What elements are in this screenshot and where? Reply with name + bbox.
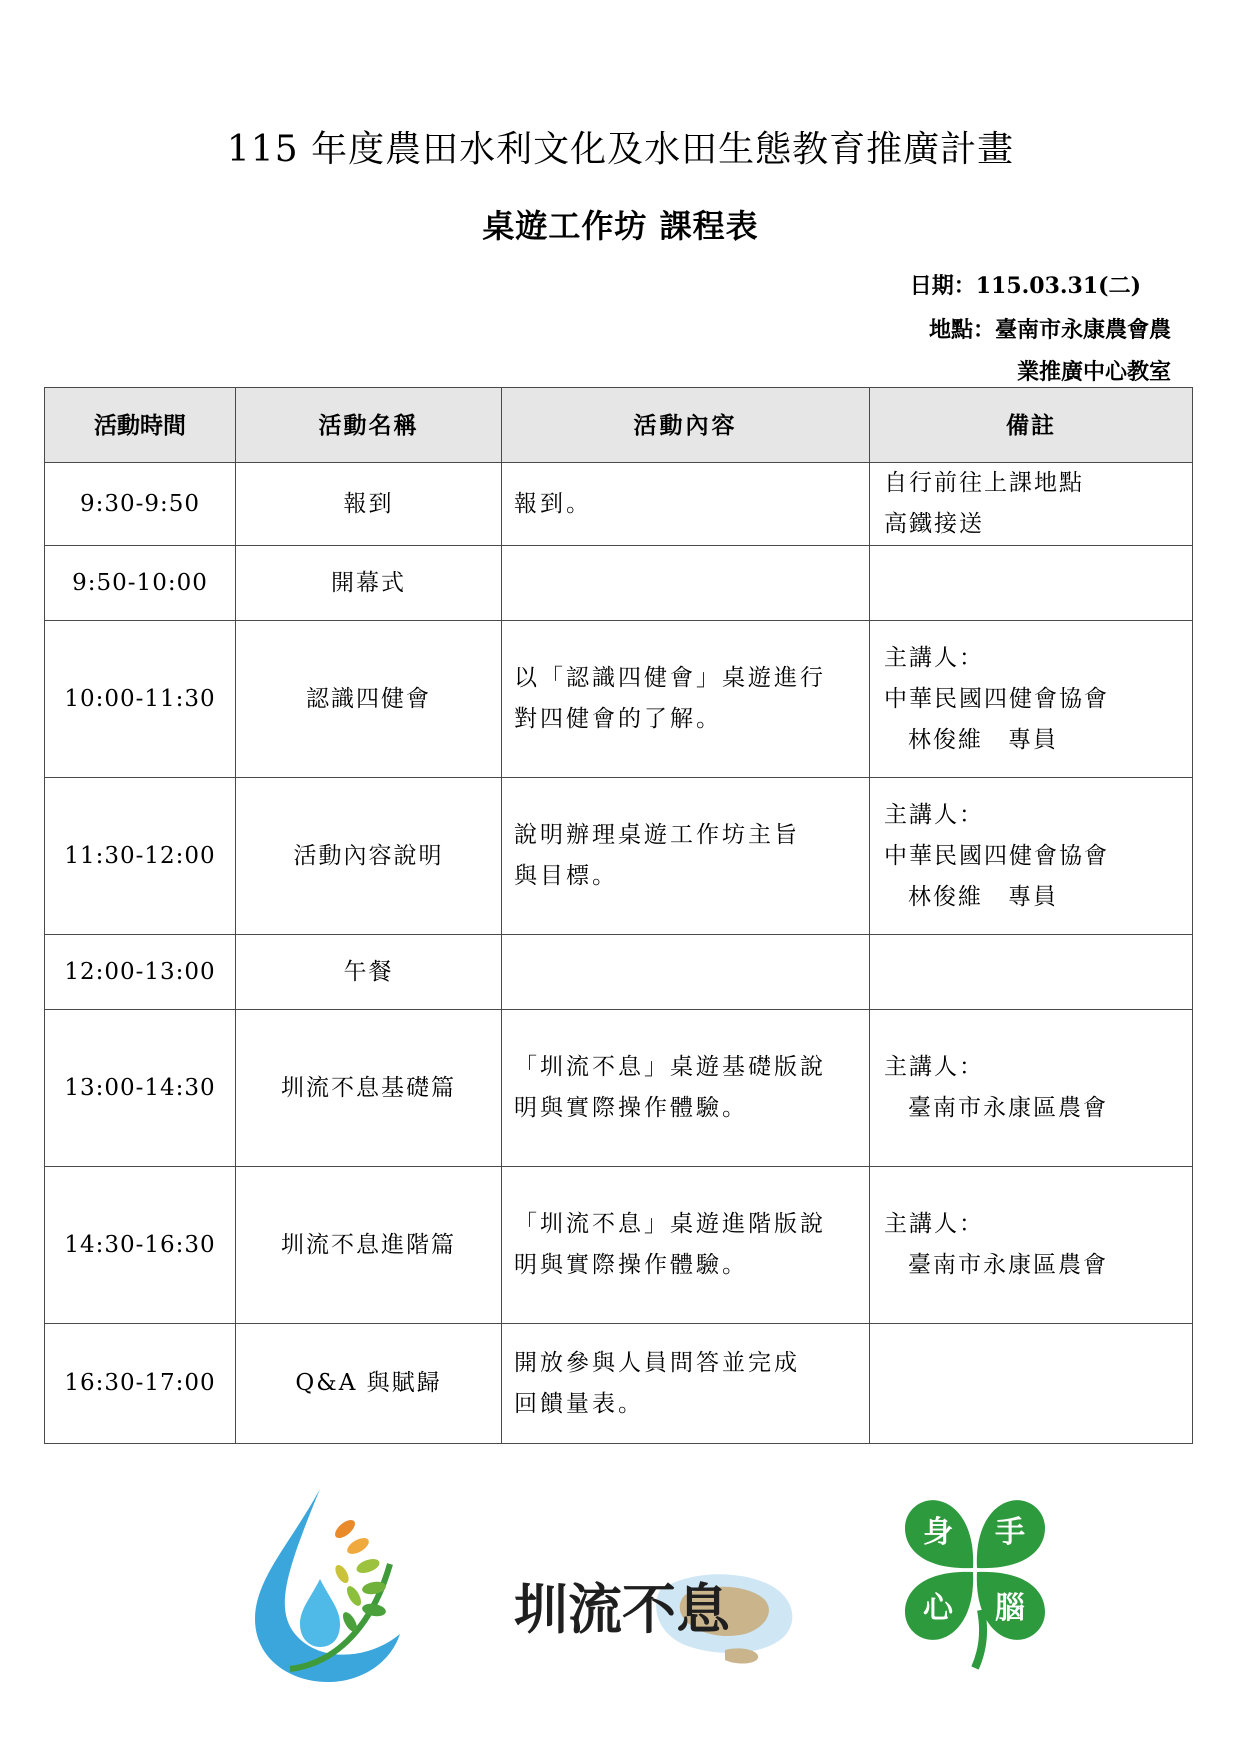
row-note	[870, 546, 1193, 621]
note-line: 自行前往上課地點	[884, 470, 1084, 496]
row-time: 9:50-10:00	[45, 546, 236, 621]
content-line: 說明辦理桌遊工作坊主旨	[514, 822, 800, 848]
table-row	[45, 778, 1193, 935]
row-time: 14:30-16:30	[45, 1167, 236, 1324]
clover-word-heart: 心	[923, 1591, 953, 1626]
note-line: 林俊維 專員	[908, 726, 1058, 753]
row-note	[870, 621, 1193, 778]
note-line: 林俊維 專員	[908, 883, 1058, 910]
table-row	[45, 1324, 1193, 1444]
row-note	[870, 463, 1193, 546]
row-time: 12:00-13:00	[45, 935, 236, 1010]
content-line: 報到。	[514, 490, 592, 517]
row-note	[870, 1167, 1193, 1324]
document-title: 115 年度農田水利文化及水田生態教育推廣計畫	[226, 129, 1015, 170]
row-activity-name: 認識四健會	[236, 621, 502, 778]
note-line: 主講人：	[884, 644, 984, 671]
row-activity-content	[502, 1167, 870, 1324]
table-row	[45, 621, 1193, 778]
content-line: 對四健會的了解。	[514, 706, 722, 732]
schedule-table	[44, 387, 1193, 1444]
row-time: 9:30-9:50	[45, 463, 236, 546]
table-row	[45, 935, 1193, 1010]
header-note: 備註	[870, 388, 1193, 463]
logo-strip	[0, 1480, 1241, 1700]
row-activity-content	[502, 463, 870, 546]
note-line: 臺南市永康區農會	[908, 1252, 1108, 1278]
note-line: 主講人：	[884, 1211, 984, 1237]
note-line: 主講人：	[884, 1054, 984, 1080]
row-activity-name: 報到	[236, 463, 502, 546]
header-name: 活動名稱	[236, 388, 502, 463]
content-line: 明與實際操作體驗。	[514, 1095, 748, 1121]
table-row	[45, 1010, 1193, 1167]
note-line: 高鐵接送	[884, 511, 984, 537]
row-note	[870, 778, 1193, 935]
water-drop-grain-logo	[250, 1484, 410, 1684]
row-activity-name: Q&A 與賦歸	[236, 1324, 502, 1444]
row-time: 10:00-11:30	[45, 621, 236, 778]
content-line: 與目標。	[514, 863, 618, 889]
row-note	[870, 1010, 1193, 1167]
content-line: 回饋量表。	[514, 1390, 644, 1417]
event-location-line2: 業推廣中心教室	[1016, 359, 1171, 385]
table-row	[45, 546, 1193, 621]
document-subtitle: 桌遊工作坊 課程表	[482, 207, 759, 245]
stream-logo-text: 圳流不息	[514, 1578, 730, 1641]
note-line: 中華民國四健會協會	[884, 842, 1109, 869]
four-h-clover-logo	[895, 1490, 1055, 1670]
clover-word-hand: 手	[995, 1515, 1025, 1550]
row-activity-name: 圳流不息進階篇	[236, 1167, 502, 1324]
table-header-row	[45, 388, 1193, 463]
row-activity-content	[502, 935, 870, 1010]
row-activity-name: 圳流不息基礎篇	[236, 1010, 502, 1167]
clover-word-brain: 腦	[995, 1591, 1025, 1626]
event-location-line1: 地點：臺南市永康農會農	[928, 317, 1171, 343]
row-activity-content	[502, 621, 870, 778]
note-line: 主講人：	[884, 801, 984, 828]
content-line: 「圳流不息」桌遊基礎版說	[514, 1054, 826, 1080]
note-line: 臺南市永康區農會	[908, 1095, 1108, 1121]
content-line: 以「認識四健會」桌遊進行	[514, 665, 826, 691]
row-activity-content	[502, 778, 870, 935]
row-activity-content	[502, 1010, 870, 1167]
header-content: 活動內容	[502, 388, 870, 463]
table-row	[45, 1167, 1193, 1324]
row-activity-name: 活動內容說明	[236, 778, 502, 935]
row-time: 13:00-14:30	[45, 1010, 236, 1167]
note-line: 中華民國四健會協會	[884, 685, 1109, 712]
table-row	[45, 463, 1193, 546]
header-time: 活動時間	[45, 388, 236, 463]
row-activity-name: 午餐	[236, 935, 502, 1010]
schedule-body	[45, 463, 1193, 1444]
row-activity-name: 開幕式	[236, 546, 502, 621]
stream-game-logo	[510, 1550, 810, 1670]
row-activity-content	[502, 1324, 870, 1444]
content-line: 「圳流不息」桌遊進階版說	[514, 1211, 826, 1237]
clover-word-body: 身	[923, 1515, 953, 1550]
row-note	[870, 935, 1193, 1010]
event-date: 日期：115.03.31(二)	[909, 273, 1141, 299]
row-time: 16:30-17:00	[45, 1324, 236, 1444]
row-time: 11:30-12:00	[45, 778, 236, 935]
row-activity-content	[502, 546, 870, 621]
content-line: 開放參與人員問答並完成	[514, 1349, 800, 1376]
row-note	[870, 1324, 1193, 1444]
content-line: 明與實際操作體驗。	[514, 1252, 748, 1278]
